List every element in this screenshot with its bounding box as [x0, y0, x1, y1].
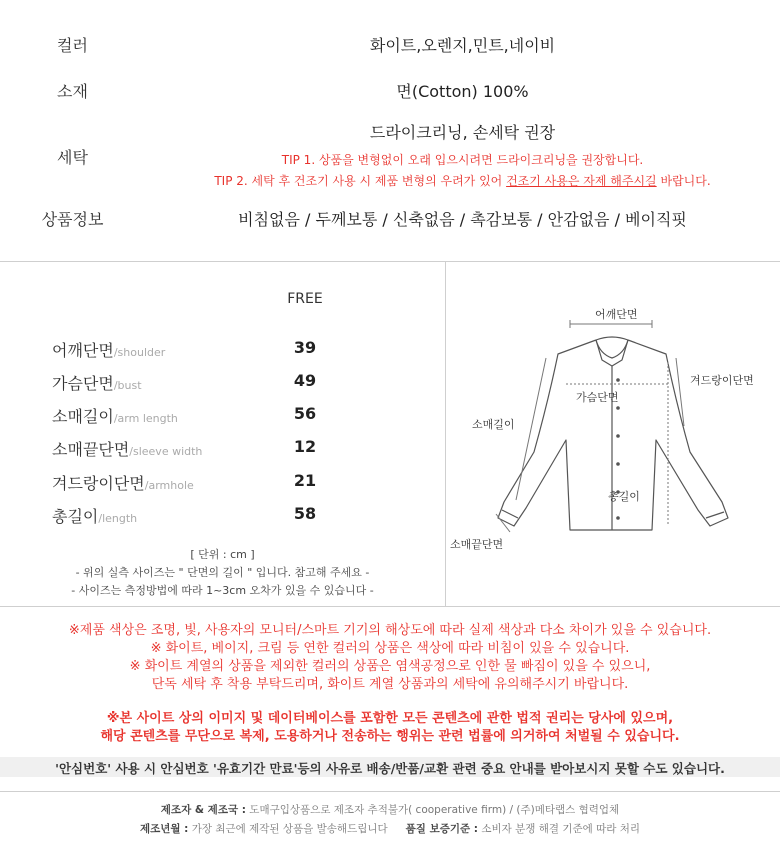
size-row-value: 49 — [293, 371, 317, 390]
diagram-armhole-label: 겨드랑이단면 — [690, 374, 754, 387]
size-row-label: 어깨단면/shoulder — [52, 341, 166, 360]
size-row-label: 겨드랑이단면/armhole — [52, 474, 194, 493]
wash-tip-2-underline: 건조기 사용은 자제 해주시길 — [506, 174, 657, 188]
size-row-value: 39 — [293, 338, 317, 357]
size-note-2: - 사이즈는 측정방법에 따라 1~3cm 오차가 있을 수 있습니다 - — [71, 584, 374, 597]
wash-tip-1: TIP 1. 상품을 변형없이 오래 입으시려면 드라이크리닝을 권장합니다. — [281, 153, 644, 167]
divider-middle — [0, 606, 780, 607]
diagram-length-label: 총길이 — [608, 490, 640, 503]
diagram-arm-label: 소매길이 — [472, 418, 515, 431]
color-value: 화이트,오렌지,민트,네이비 — [369, 36, 556, 55]
wash-label: 세탁 — [57, 148, 88, 167]
legal-line-1: ※본 사이트 상의 이미지 및 데이터베이스를 포함한 모든 콘텐츠에 관한 법적 권리는 당사에 있으며, — [106, 711, 674, 726]
diagram-shoulder-label: 어깨단면 — [595, 308, 638, 321]
diagram-bust-label: 가슴단면 — [576, 391, 619, 404]
info-value: 비침없음 / 두께보통 / 신축없음 / 촉감보통 / 안감없음 / 베이직핏 — [238, 210, 687, 229]
size-row-label: 소매끝단면/sleeve width — [52, 440, 203, 459]
size-row-value: 21 — [293, 471, 317, 490]
size-row-value: 12 — [293, 437, 317, 456]
wash-tip-2: TIP 2. 세탁 후 건조기 사용 시 제품 변형의 우려가 있어 건조기 사용은 자제 해주시길 바랍니다. — [214, 174, 711, 188]
size-row-value: 58 — [293, 504, 317, 523]
size-row-label: 가슴단면/bust — [52, 374, 142, 393]
size-header: FREE — [287, 291, 323, 307]
unit-note: [ 단위 : cm ] — [190, 548, 255, 561]
material-value: 면(Cotton) 100% — [396, 82, 529, 101]
info-label: 상품정보 — [41, 210, 104, 229]
color-label: 컬러 — [57, 36, 88, 55]
legal-line-2: 해당 콘텐츠를 무단으로 복제, 도용하거나 전송하는 행위는 관련 법률에 의거하여 처벌될 수 있습니다. — [100, 729, 680, 744]
notice-line-1: ※제품 색상은 조명, 빛, 사용자의 모니터/스마트 기기의 해상도에 따라 실제 색상과 다소 차이가 있을 수 있습니다. — [68, 623, 712, 638]
safe-number-notice: '안심번호' 사용 시 안심번호 '유효기간 만료'등의 사유로 배송/반품/교환 관련 중요 안내를 받아보시지 못할 수도 있습니다. — [55, 761, 725, 776]
wash-value: 드라이크리닝, 손세탁 권장 — [369, 123, 556, 142]
notice-line-4: 단독 세탁 후 착용 부탁드리며, 화이트 계열 상품과의 세탁에 유의해주시기 바랍니다. — [151, 677, 629, 692]
size-row-value: 56 — [293, 404, 317, 423]
divider-footer — [0, 791, 780, 792]
footer-date-quality: 제조년월 : 가장 최근에 제작된 상품을 발송해드립니다 품질 보증기준 : 소비자 분쟁 해결 기준에 따라 처리 — [139, 823, 641, 835]
footer-maker: 제조자 & 제조국 : 도매구입상품으로 제조자 추적불가( cooperative firm) / (주)메타랩스 협력업체 — [160, 804, 620, 816]
notice-line-2: ※ 화이트, 베이지, 크림 등 연한 컬러의 상품은 색상에 따라 비침이 있을 수 있습니다. — [150, 641, 630, 656]
size-note-1: - 위의 실측 사이즈는 " 단면의 길이 " 입니다. 참고해 주세요 - — [75, 566, 370, 579]
notice-line-3: ※ 화이트 계열의 상품을 제외한 컬러의 상품은 염색공정으로 인한 물 빠짐이 있을 수 있으니, — [129, 659, 651, 674]
diagram-sleeve-label: 소매끝단면 — [450, 538, 504, 551]
size-row-label: 총길이/length — [52, 507, 138, 526]
material-label: 소재 — [57, 82, 88, 101]
size-row-label: 소매길이/arm length — [52, 407, 178, 426]
